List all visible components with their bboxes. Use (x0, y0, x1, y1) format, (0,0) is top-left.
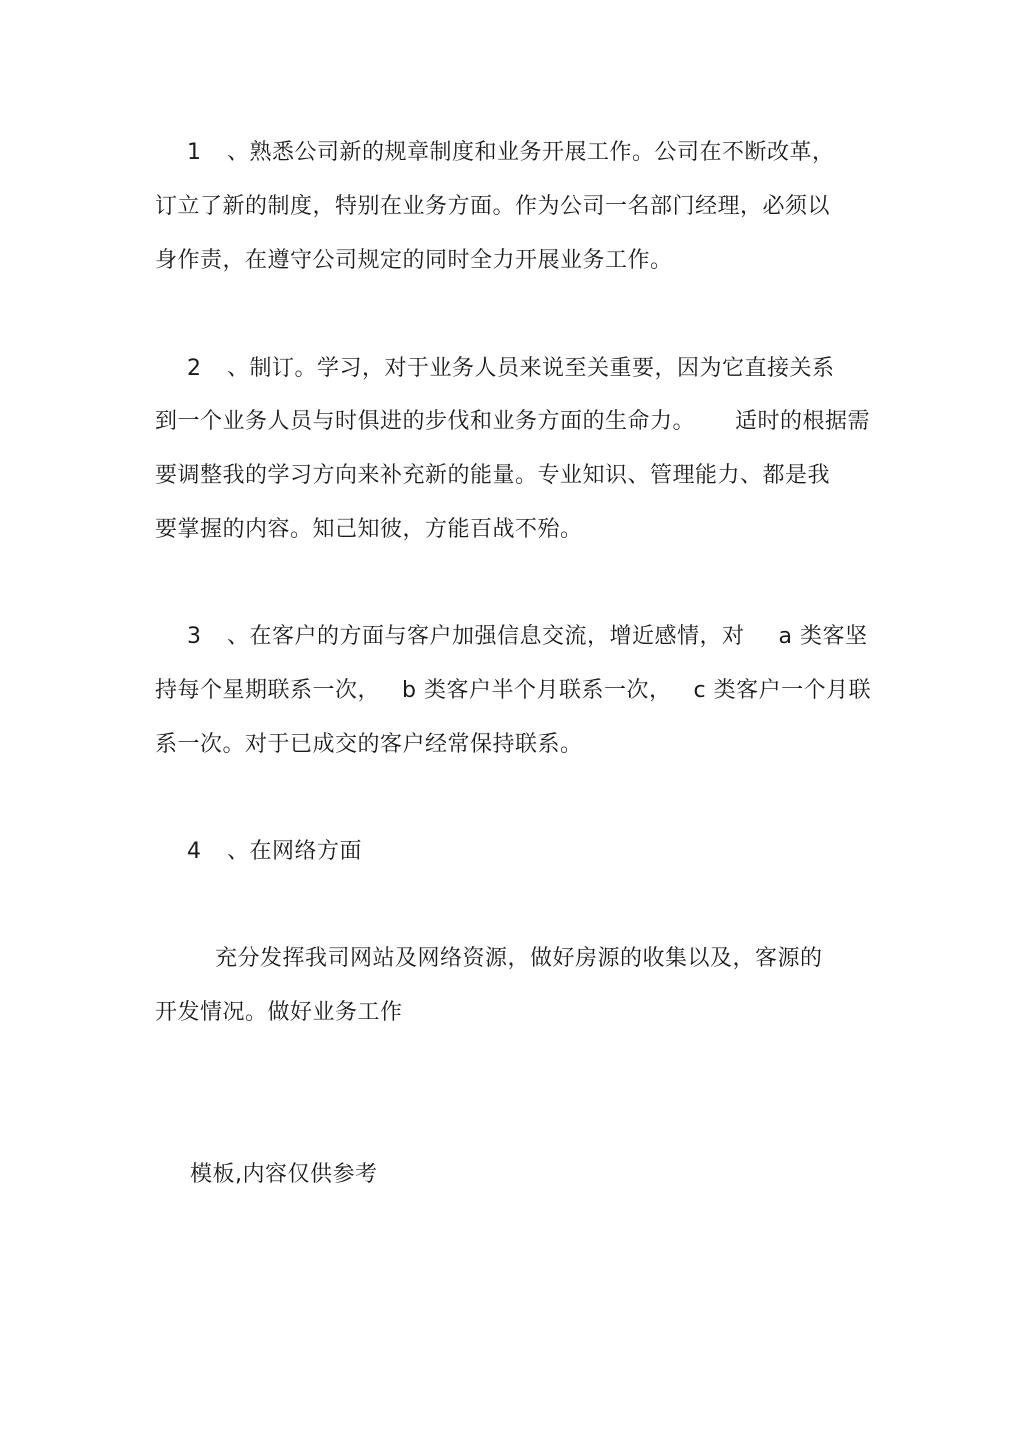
item-3-number: 3 (187, 624, 202, 649)
item-3-line-2: 持每个星期联系一次， b 类客户半个月联系一次， c 类客户一个月联 (155, 678, 872, 703)
item-2-line-4: 要掌握的内容。知己知彼，方能百战不殆。 (155, 517, 583, 542)
item-1-line-2: 订立了新的制度，特别在业务方面。作为公司一名部门经理，必须以 (155, 194, 831, 219)
item-2-line-3: 要调整我的学习方向来补充新的能量。专业知识、管理能力、都是我 (155, 463, 831, 488)
item-3-line-3: 系一次。对于已成交的客户经常保持联系。 (155, 732, 583, 757)
item-2-line-2: 到一个业务人员与时俱进的步伐和业务方面的生命力。 适时的根据需 (155, 409, 871, 434)
paragraph-line-2: 开发情况。做好业务工作 (155, 1000, 403, 1025)
item-3-line-1: 3 、在客户的方面与客户加强信息交流，增近感情，对 a 类客坚 (155, 622, 868, 652)
item-2-line-1: 2 、制订。学习，对于业务人员来说至关重要，因为它直接关系 (155, 354, 835, 384)
item-4-line-1: 4 、在网络方面 (155, 837, 362, 867)
item-1-number: 1 (187, 140, 202, 165)
item-1-line-3: 身作责，在遵守公司规定的同时全力开展业务工作。 (155, 248, 673, 273)
item-4-number: 4 (187, 839, 202, 864)
paragraph-line-1: 充分发挥我司网站及网络资源，做好房源的收集以及，客源的 (215, 946, 823, 971)
template-note: 模板,内容仅供参考 (190, 1162, 378, 1187)
item-1-line-1: 1 、熟悉公司新的规章制度和业务开展工作。公司在不断改革， (155, 138, 835, 168)
item-2-number: 2 (187, 356, 202, 381)
